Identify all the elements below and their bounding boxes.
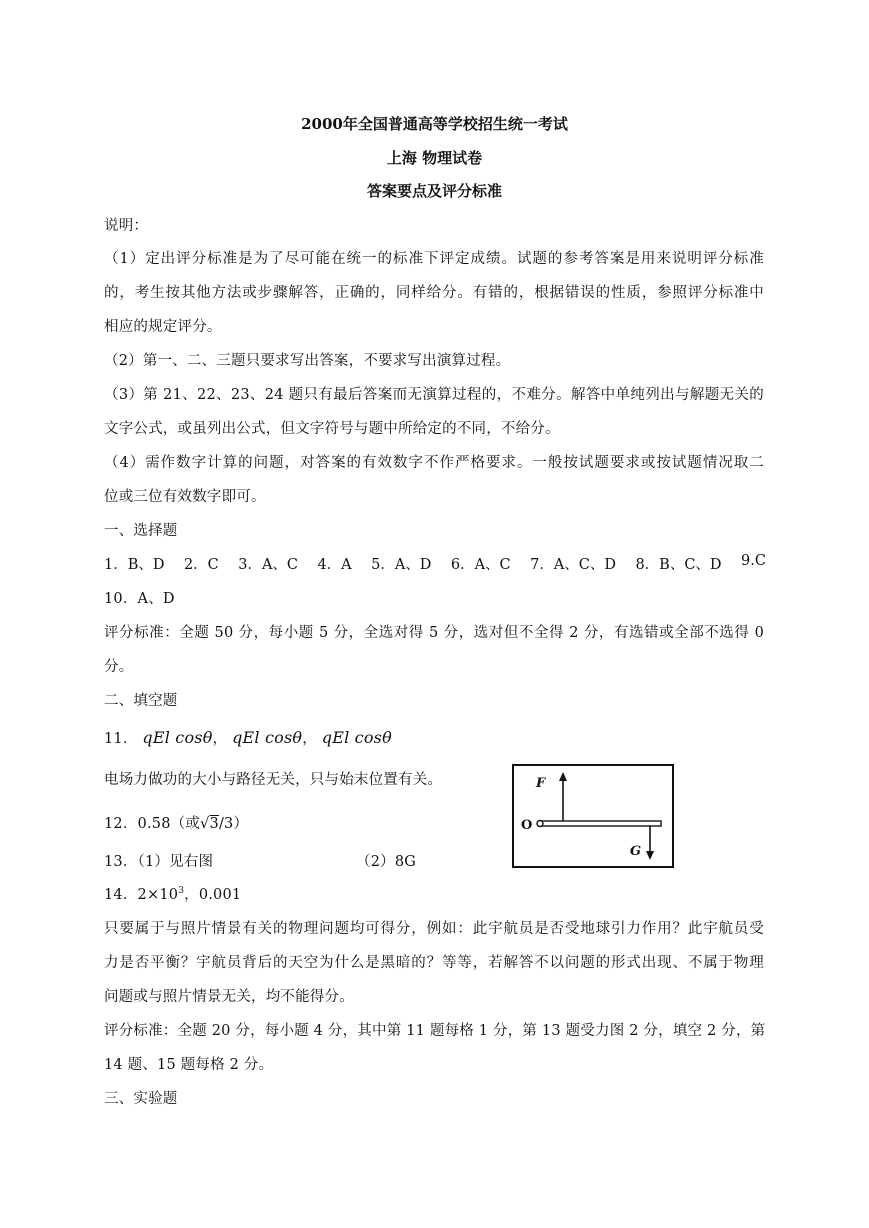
label-o: O	[521, 818, 533, 833]
q14-base: 14．2×10	[104, 887, 179, 903]
q15-answer-c: 问题或与照片情景无关，均不能得分。	[104, 989, 354, 1005]
mcq-answer: 8．B、C、D	[635, 557, 722, 573]
mcq-answer: 3．A、C	[238, 557, 299, 573]
intro-note-1c: 相应的规定评分。	[104, 319, 222, 335]
force-diagram	[512, 764, 674, 868]
mcq-answer: 1．B、D	[104, 557, 165, 573]
exam-subtitle: 上海 物理试卷	[386, 149, 483, 167]
label-g: G	[630, 844, 642, 859]
section-title: 答案要点及评分标准	[366, 182, 502, 200]
sqrt-symbol: √	[200, 816, 210, 832]
mcq-answer: 6．A、C	[450, 557, 511, 573]
section2-heading: 二、填空题	[104, 693, 178, 709]
exam-title: 2000年全国普通高等学校招生统一考试	[301, 115, 568, 133]
q11-note: 电场力做功的大小与路径无关，只与始末位置有关。	[104, 772, 443, 788]
label-f: F	[536, 776, 546, 791]
rod	[539, 821, 661, 826]
section1-scoring-a: 评分标准：全题 50 分，每小题 5 分，全选对得 5 分，选对但不全得 2 分，有选错或全部不选得 0	[104, 625, 764, 641]
q13-part-2: （2）8G	[356, 854, 417, 870]
q11-label: 11．	[104, 731, 138, 747]
section2-scoring-a: 评分标准：全题 20 分，每小题 4 分，其中第 11 题每格 1 分，第 13 题受力图 2 分，填空 2 分，第	[104, 1023, 766, 1039]
q14-tail: ，0.001	[184, 887, 242, 903]
q11-separator: ，	[212, 731, 228, 747]
section1-heading: 一、选择题	[104, 523, 178, 539]
force-g-arrowhead	[646, 851, 654, 860]
section2-scoring-b: 14 题、15 题每格 2 分。	[104, 1057, 274, 1073]
q15-answer-b: 力是否平衡？宇航员背后的天空为什么是黑暗的？等等，若解答不以问题的形式出现、不属于物理	[104, 955, 764, 971]
q14-answer	[104, 883, 764, 904]
intro-note-1a: （1）定出评分标准是为了尽可能在统一的标准下评定成绩。试题的参考答案是用来说明评分标准	[104, 251, 764, 267]
section1-scoring-b: 分。	[104, 659, 134, 675]
pivot	[537, 821, 543, 827]
q12-label: 12．0.58（或	[104, 816, 201, 832]
intro-note-4a: （4）需作数字计算的问题，对答案的有效数字不作严格要求。一般按试题要求或按试题情况取二	[104, 455, 764, 471]
intro-note-4b: 位或三位有效数字即可。	[104, 489, 266, 505]
mcq-answer: 5．A、D	[371, 557, 432, 573]
intro-note-1b: 的，考生按其他方法或步骤解答，正确的，同样给分。有错的，根据错误的性质，参照评分标准中	[104, 285, 764, 301]
q14-exponent: 3	[178, 886, 185, 897]
mcq-answer: 9.C	[741, 553, 766, 569]
force-f-arrowhead	[559, 772, 567, 781]
mcq-answer: 2．C	[183, 557, 219, 573]
intro-label: 说明：	[104, 218, 149, 234]
intro-note-2: （2）第一、二、三题只要求写出答案，不要求写出演算过程。	[104, 353, 511, 369]
q11-separator: ，	[302, 731, 317, 747]
q11-formula-3: qEl cosθ	[321, 728, 392, 747]
mcq-answer-10: 10．A、D	[104, 591, 175, 607]
mcq-answers-row	[104, 553, 766, 574]
intro-note-3a: （3）第 21、22、23、24 题只有最后答案而无演算过程的，不难分。解答中单纯列出与解题无关的	[104, 387, 764, 403]
q15-answer-a: 只要属于与照片情景有关的物理问题均可得分，例如：此宇航员是否受地球引力作用？此宇航员受	[104, 921, 764, 937]
section3-heading: 三、实验题	[104, 1091, 178, 1107]
intro-note-3b: 文字公式，或虽列出公式，但文字符号与题中所给定的不同，不给分。	[104, 421, 560, 437]
mcq-answer: 4．A	[317, 557, 352, 573]
q13-part-1: 13．（1）见右图	[104, 854, 214, 870]
q11-formula-2: qEl cosθ	[232, 728, 303, 747]
q11-answer	[104, 727, 764, 748]
mcq-answer: 7．A、C、D	[530, 557, 617, 573]
q12-radicand: 3	[209, 816, 219, 832]
q11-formula-1: qEl cosθ	[142, 728, 213, 747]
q12-tail: /3）	[218, 816, 249, 832]
